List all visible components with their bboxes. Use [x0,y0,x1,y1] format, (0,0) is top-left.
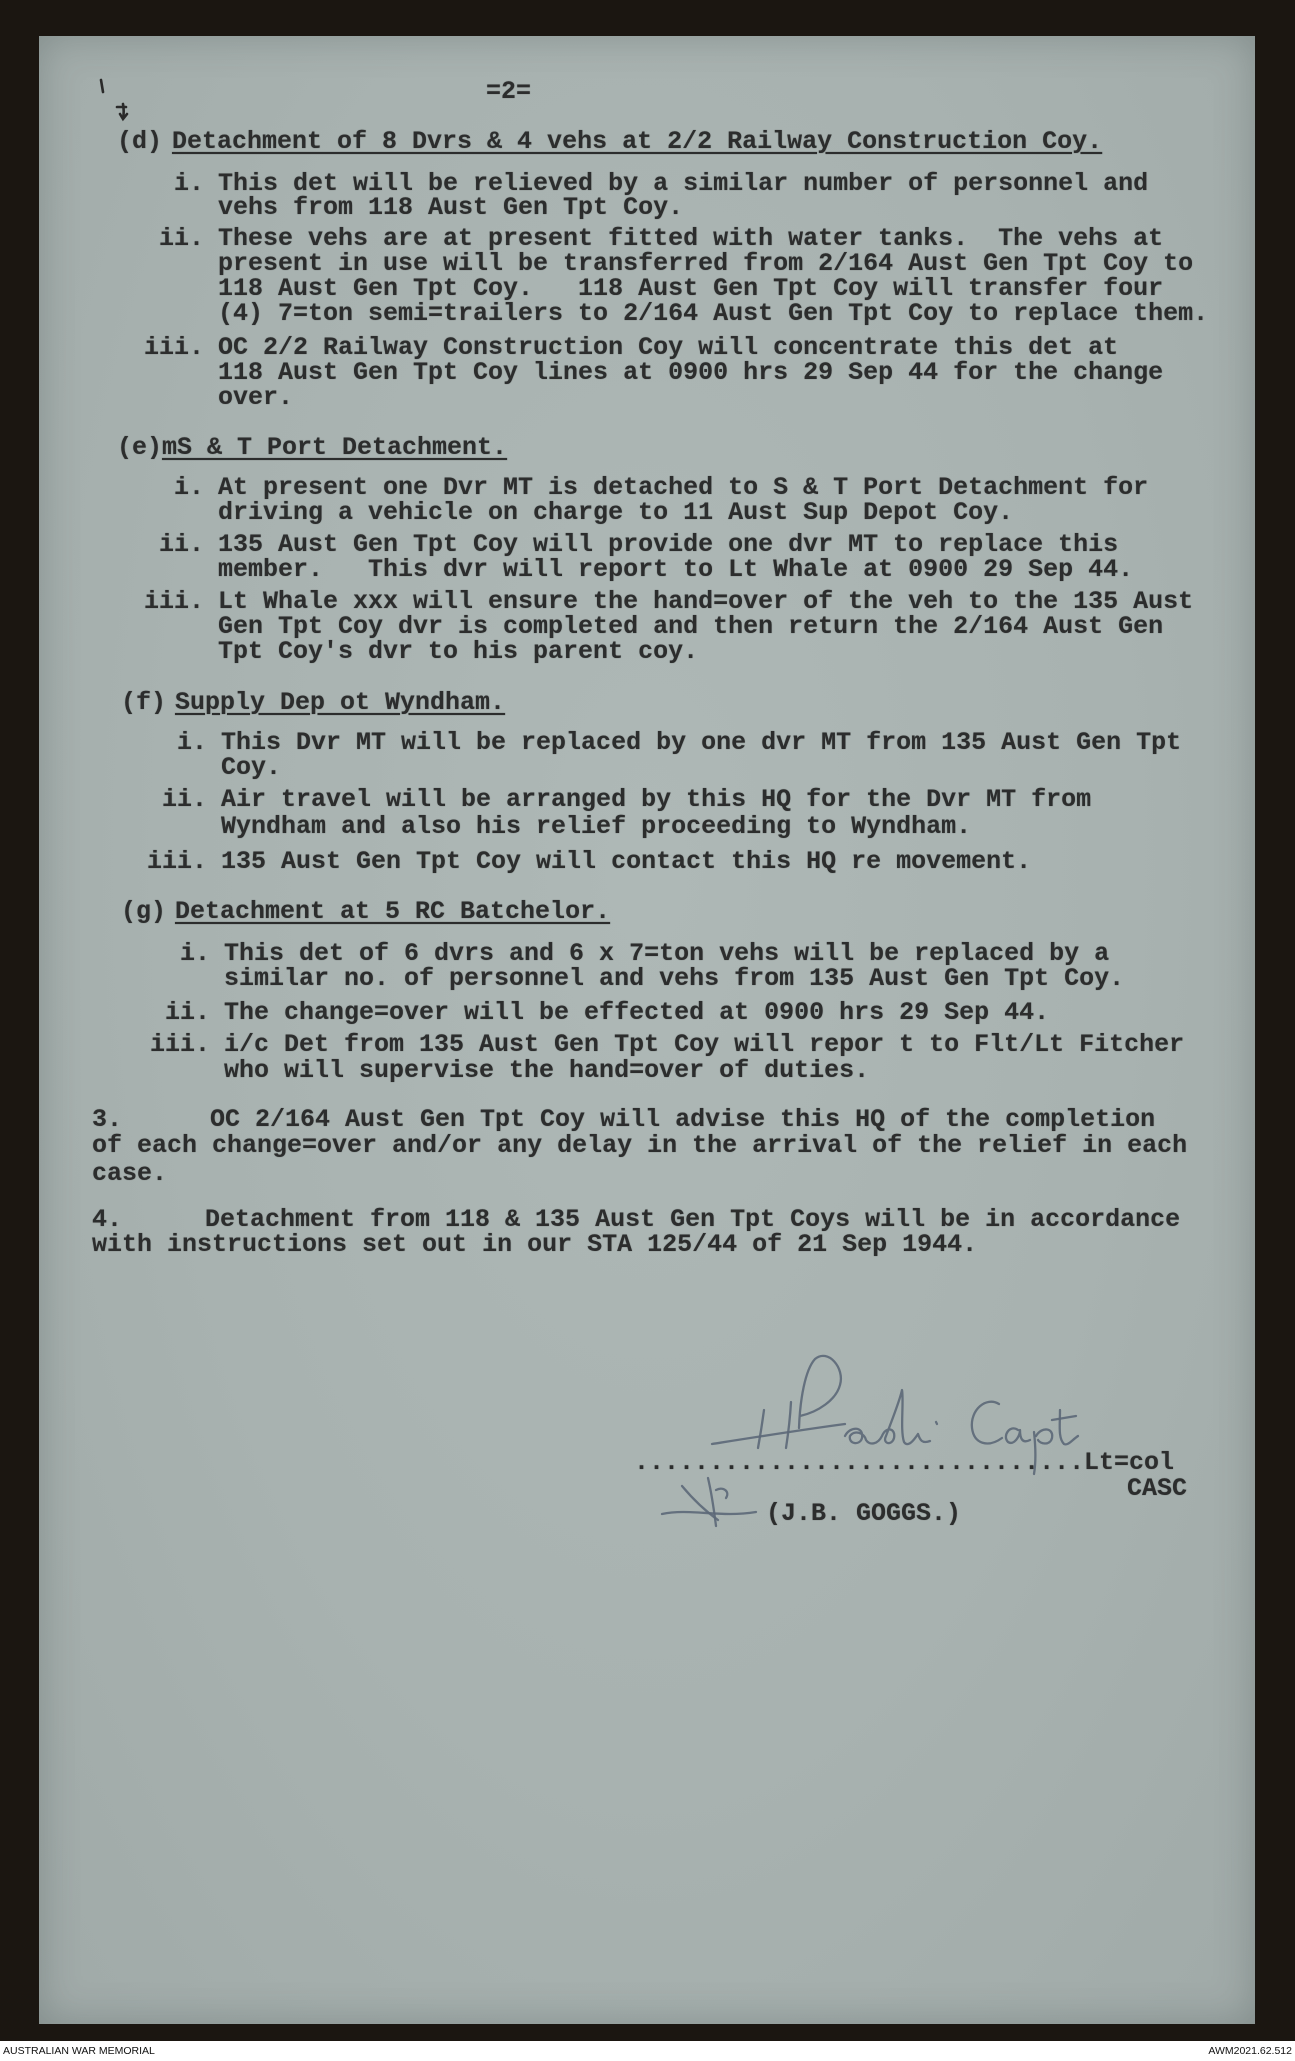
paragraph-line: OC 2/164 Aust Gen Tpt Coy will advise this HQ of the completion [210,1105,1156,1134]
section-label: (e) [117,433,163,462]
item-number: i. [173,169,204,198]
item-line: Wyndham and also his relief proceeding to Wyndham. [221,812,972,841]
paragraph-line: of each change=over and/or any delay in the arrival of the relief in each [92,1131,1188,1160]
page-number: =2= [486,77,532,106]
item-line: This det of 6 dvrs and 6 x 7=ton vehs will be replaced by a [224,939,1110,968]
item-line: similar no. of personnel and vehs from 135 Aust Gen Tpt Coy. [224,964,1125,993]
signatory-unit: CASC [1127,1474,1188,1503]
item-number: ii. [158,224,204,253]
archive-footer [0,2041,1295,2061]
section-label: (d) [117,127,163,156]
item-number: ii. [164,998,210,1027]
item-line: This det will be relieved by a similar number of personnel and [218,169,1149,198]
item-line: 135 Aust Gen Tpt Coy will contact this HQ re movement. [221,847,1032,876]
item-number: iii. [143,333,204,362]
item-number: i. [176,728,207,757]
archive-name: AUSTRALIAN WAR MEMORIAL [3,2045,155,2057]
item-line: These vehs are at present fitted with water tanks. The vehs at [218,224,1164,253]
item-line: member. This dvr will report to Lt Whale at 0900 29 Sep 44. [218,555,1134,584]
section-label: (g) [121,897,167,926]
item-line: 135 Aust Gen Tpt Coy will provide one dvr MT to replace this [218,530,1119,559]
item-line: driving a vehicle on charge to 11 Aust Sup Depot Coy. [218,498,1014,527]
item-line: Lt Whale xxx will ensure the hand=over of the veh to the 135 Aust [218,587,1194,616]
section-heading: Detachment at 5 RC Batchelor. [175,897,611,926]
item-line: i/c Det from 135 Aust Gen Tpt Coy will repor t to Flt/Lt Fitcher [224,1030,1185,1059]
archive-reference: AWM2021.62.512 [1208,2045,1292,2057]
item-number: i. [173,473,204,502]
item-line: Coy. [221,753,282,782]
paragraph-number: 3. [92,1105,123,1134]
item-number: iii. [149,1030,210,1059]
signatory-rank: Lt=col [1084,1448,1175,1477]
item-line: This Dvr MT will be replaced by one dvr MT from 135 Aust Gen Tpt [221,728,1182,757]
item-line: over. [218,383,294,412]
section-heading: Detachment of 8 Dvrs & 4 vehs at 2/2 Railway Construction Coy. [172,127,1103,156]
item-line: 118 Aust Gen Tpt Coy lines at 0900 hrs 29 Sep 44 for the change [218,358,1164,387]
item-number: iii. [143,587,204,616]
item-line: Gen Tpt Coy dvr is completed and then return the 2/164 Aust Gen [218,612,1164,641]
paragraph-line: Detachment from 118 & 135 Aust Gen Tpt Coys will be in accordance [205,1205,1181,1234]
stray-ink-marks [90,70,150,130]
item-line: who will supervise the hand=over of duties. [224,1056,870,1085]
section-heading: Supply Dep ot Wyndham. [175,688,506,717]
item-line: At present one Dvr MT is detached to S & T Port Detachment for [218,473,1149,502]
item-line: present in use will be transferred from 2/164 Aust Gen Tpt Coy to [218,249,1194,278]
item-line: Air travel will be arranged by this HQ for the Dvr MT from [221,785,1092,814]
signatory-name: (J.B. GOGGS.) [766,1499,962,1528]
handwritten-signature [650,1340,1090,1540]
item-number: ii. [161,785,207,814]
item-number: iii. [146,847,207,876]
paragraph-line: with instructions set out in our STA 125/44 of 21 Sep 1944. [92,1230,978,1259]
paragraph-number: 4. [92,1205,123,1234]
item-line: OC 2/2 Railway Construction Coy will concentrate this det at [218,333,1119,362]
item-line: (4) 7=ton semi=trailers to 2/164 Aust Gen Tpt Coy to replace them. [218,299,1209,328]
item-line: Tpt Coy's dvr to his parent coy. [218,637,699,666]
item-line: The change=over will be effected at 0900 hrs 29 Sep 44. [224,998,1050,1027]
item-line: 118 Aust Gen Tpt Coy. 118 Aust Gen Tpt Coy will transfer four [218,274,1164,303]
item-number: ii. [158,530,204,559]
section-label: (f) [121,688,167,717]
paragraph-line: case. [92,1159,168,1188]
signature-leader-dots: .............................. [634,1448,1085,1477]
section-heading: mS & T Port Detachment. [162,433,508,462]
item-number: i. [179,939,210,968]
item-line: vehs from 118 Aust Gen Tpt Coy. [218,193,684,222]
